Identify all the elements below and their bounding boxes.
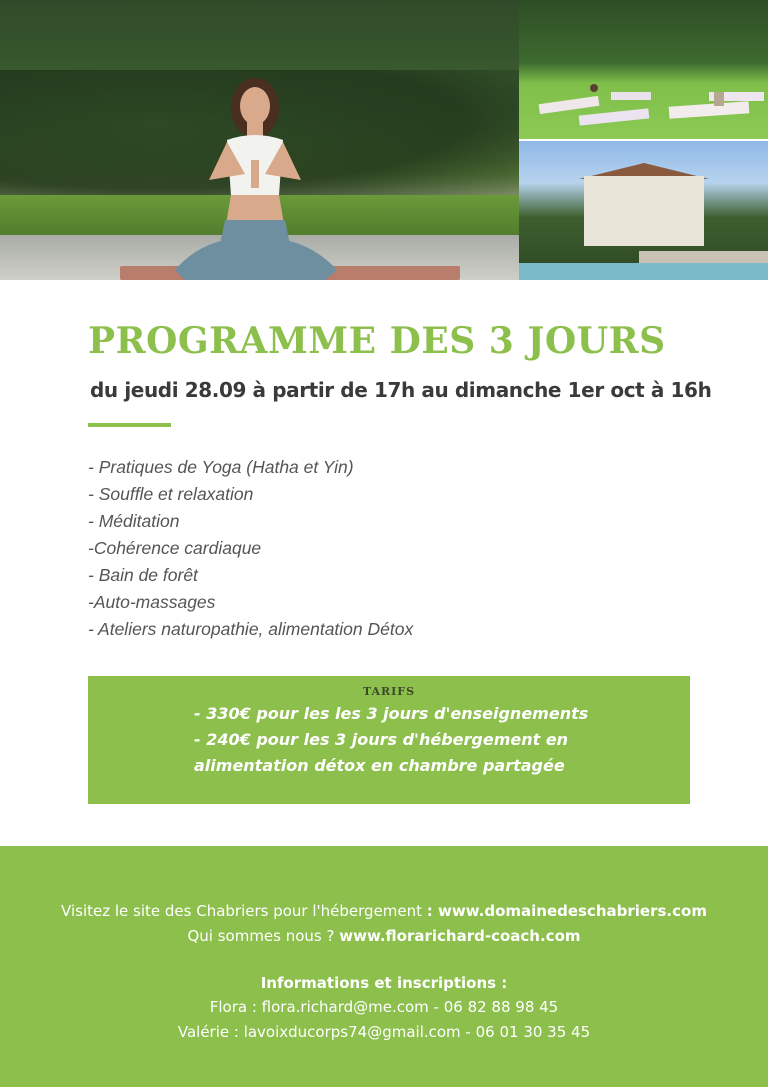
tarifs-box: [88, 676, 690, 804]
page-title: PROGRAMME DES 3 JOURS: [88, 320, 666, 362]
contact-footer: [0, 846, 768, 1087]
list-item: -Auto-massages: [88, 592, 216, 612]
title-divider: [88, 423, 171, 427]
yoga-woman-photo: [0, 0, 519, 280]
chateau-pool-photo: [519, 141, 768, 280]
about-line: [0, 927, 768, 945]
tarif-line-lodging: - 240€ pour les 3 jours d'hébergement en: [194, 730, 569, 749]
visit-text: Visitez le site des Chabriers pour l'hébergement: [61, 902, 427, 920]
header-photos: [0, 0, 768, 280]
about-text: Qui sommes nous ?: [187, 927, 340, 945]
tarif-line-lodging-detail: alimentation détox en chambre partagée: [194, 756, 565, 775]
coach-site-link[interactable]: www.florarichard-coach.com: [339, 927, 581, 945]
tarifs-heading: TARIFS: [362, 685, 416, 698]
list-item: - Ateliers naturopathie, alimentation Détox: [88, 619, 414, 639]
list-item: - Méditation: [88, 511, 180, 531]
program-dates: du jeudi 28.09 à partir de 17h au dimanche 1er oct à 16h: [90, 378, 712, 402]
contact-flora: Flora : flora.richard@me.com - 06 82 88 98 45: [209, 998, 559, 1016]
visit-line: [0, 902, 768, 920]
domaine-link[interactable]: : www.domainedeschabriers.com: [426, 902, 707, 920]
list-item: - Bain de forêt: [88, 565, 198, 585]
tarif-line-teaching: - 330€ pour les les 3 jours d'enseignements: [194, 704, 589, 723]
contact-valerie: Valérie : lavoixducorps74@gmail.com - 06 01 30 35 45: [177, 1023, 591, 1041]
park-yoga-group-photo: [519, 0, 768, 139]
program-activities-list: [88, 454, 413, 643]
info-heading: Informations et inscriptions :: [260, 974, 508, 992]
list-item: - Pratiques de Yoga (Hatha et Yin): [88, 457, 354, 477]
list-item: -Cohérence cardiaque: [88, 538, 262, 558]
meditating-woman-figure: [165, 70, 345, 280]
list-item: - Souffle et relaxation: [88, 484, 254, 504]
